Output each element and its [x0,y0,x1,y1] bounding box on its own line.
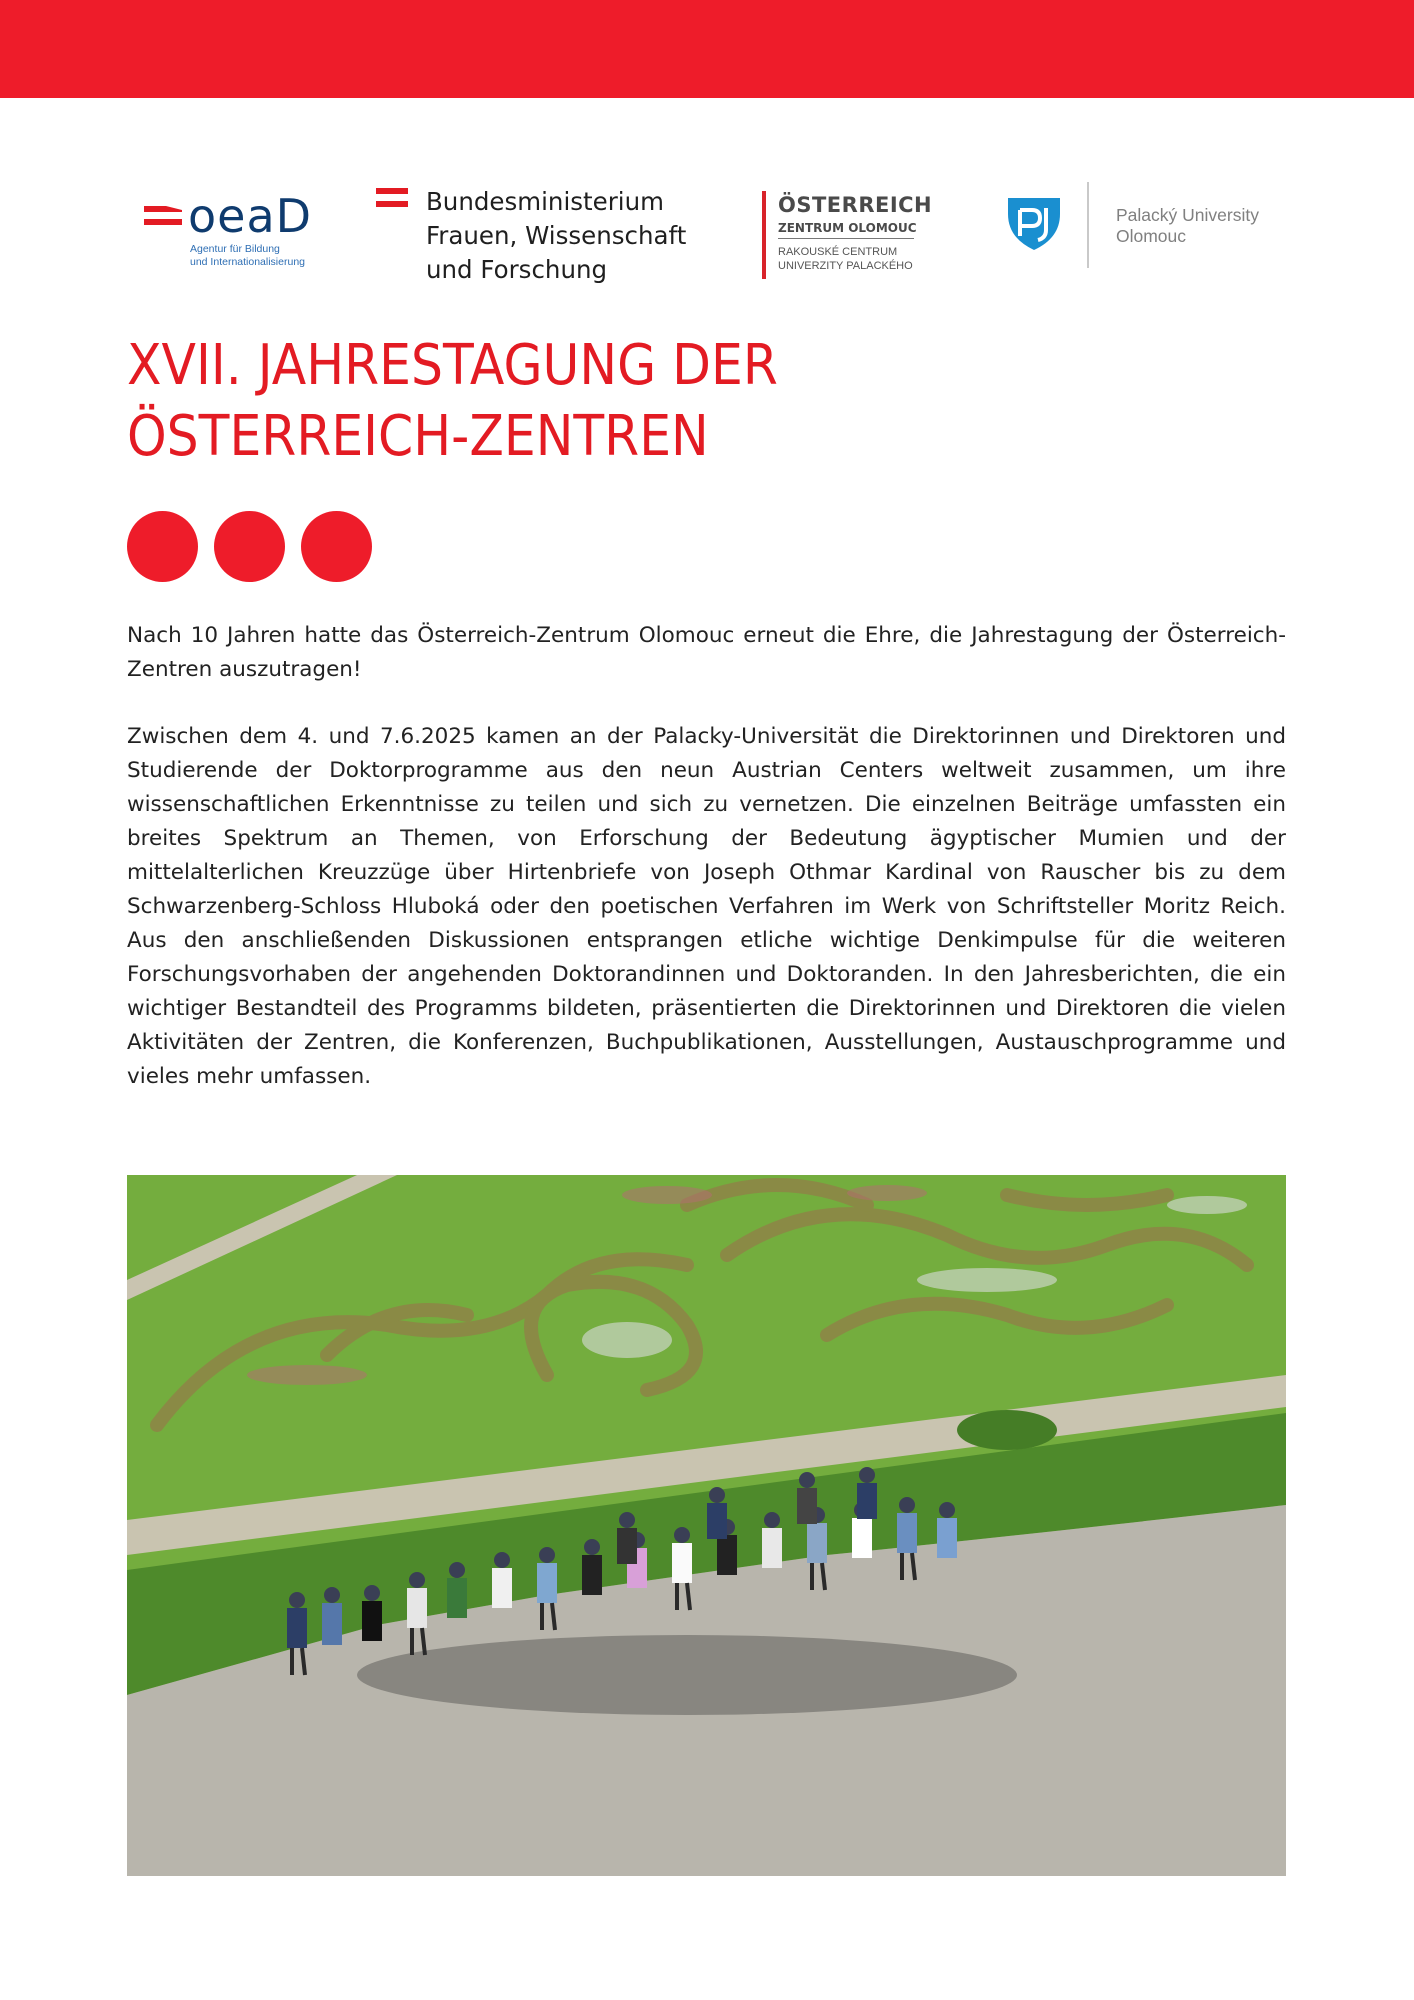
palacky-university-logo [1006,180,1286,270]
dot-icon [301,511,372,582]
dot-icon [214,511,285,582]
page-title: XVII. JAHRESTAGUNG DER ÖSTERREICH-ZENTREN [127,333,778,469]
ministry-name: Bundesministerium Frauen, Wissenschaft und Forschung [426,187,687,284]
article-body [127,619,1286,1127]
center-subtitle: ZENTRUM OLOMOUC [778,221,917,235]
oead-subtitle: Agentur für Bildung und Internationalisierung [190,243,305,268]
center-title: ÖSTERREICH [778,193,933,217]
austria-center-logo [762,189,932,279]
logo-divider [1087,182,1089,268]
university-name: Palacký University Olomouc [1116,205,1259,246]
dot-icon [127,511,198,582]
oead-wordmark: oeaD [188,189,313,243]
group-photo [127,1175,1286,1876]
top-red-bar [0,0,1414,98]
main-paragraph: Zwischen dem 4. und 7.6.2025 kamen an der Palacky-Universität die Direktorinnen und Direktoren und Studierende der Doktorprogramme aus den neun Austrian Centers weltweit zusammen, um ihre wissenschaftlichen Erkenntnisse zu teilen und sich zu vernetzen. Die einzelnen Beiträge umfassten ein breites Spektrum an Themen, von Erforschung der Bedeutung ägyptischer Mumien und der mittelalterlichen Kreuzzüge über Hirtenbriefe von Joseph Othmar Kardinal von Rauscher bis zu dem Schwarzenberg-Schloss Hluboká oder den poetischen Verfahren im Werk von Schriftsteller Moritz Reich. Aus den anschließenden Diskussionen entsprangen etliche wichtige Denkimpulse für die weiteren Forschungsvorhaben der angehenden Doktorandinnen und Doktoranden. In den Jahresberichten, die ein wichtiger Bestandteil des Programms bildeten, präsentierten die Direktorinnen und Direktoren die vielen Aktivitäten der Zentren, die Konferenzen, Buchpublikationen, Ausstellungen, Austauschprogramme und vieles mehr umfassen. [127,724,1286,1089]
center-czech-name: RAKOUSKÉ CENTRUM UNIVERZITY PALACKÉHO [778,246,913,272]
oead-logo [144,189,314,275]
austria-flag-icon [376,188,408,210]
austria-flag-icon [144,204,182,226]
ministry-logo [376,185,716,285]
university-shield-icon [1006,196,1062,252]
logo-red-bar [762,191,766,279]
center-divider [778,238,914,239]
intro-paragraph: Nach 10 Jahren hatte das Österreich-Zentrum Olomouc erneut die Ehre, die Jahrestagung der Österreich-Zentren auszutragen! [127,623,1286,682]
